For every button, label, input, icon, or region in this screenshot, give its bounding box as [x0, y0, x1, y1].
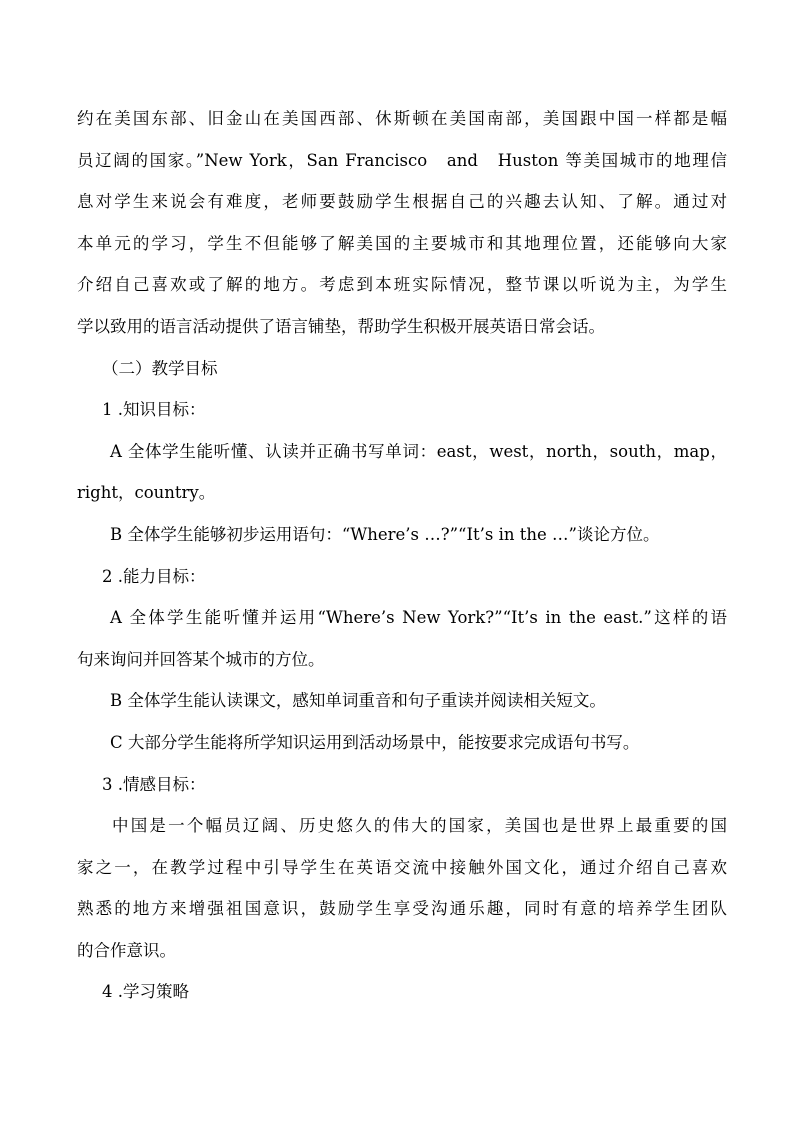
paragraph-line: 员辽阔的国家。”New York，San Francisco and Huston 等美国城市的地理信	[77, 150, 727, 170]
paragraph-line: 熟悉的地方来增强祖国意识，鼓励学生享受沟通乐趣，同时有意的培养学生团队	[77, 899, 727, 919]
paragraph-line: 中国是一个幅员辽阔、历史悠久的伟大的国家，美国也是世界上最重要的国	[112, 816, 727, 836]
ability-goal-item-a-continued: 句来询问并回答某个城市的方位。	[77, 649, 325, 669]
ability-goal-item-a: A 全体学生能听懂并运用“Where’s New York?”“It’s in the east.”这样的语	[110, 608, 727, 628]
paragraph-line: 的合作意识。	[77, 940, 176, 960]
paragraph-line: 息对学生来说会有难度，老师要鼓励学生根据自己的兴趣去认知、了解。通过对	[77, 192, 727, 212]
paragraph-line: 约在美国东部、旧金山在美国西部、休斯顿在美国南部，美国跟中国一样都是幅	[77, 109, 727, 128]
ability-goal-item-b: B 全体学生能认读课文，感知单词重音和句子重读并阅读相关短文。	[110, 691, 606, 711]
knowledge-goal-heading: 1 .知识目标：	[102, 400, 206, 420]
paragraph-emotion-goal	[77, 805, 727, 971]
paragraph-city-geography	[77, 98, 727, 348]
paragraph-line: 介绍自己喜欢或了解的地方。考虑到本班实际情况，整节课以听说为主，为学生	[77, 275, 727, 295]
paragraph-line: 学以致用的语言活动提供了语言铺垫，帮助学生积极开展英语日常会话。	[77, 316, 605, 336]
emotion-goal-heading: 3 .情感目标：	[102, 774, 206, 794]
knowledge-goal-item-a: A 全体学生能听懂、认读并正确书写单词：east，west，north，south，map，	[110, 441, 727, 461]
ability-goal-heading: 2 .能力目标：	[102, 566, 206, 586]
knowledge-goal-item-b: B 全体学生能够初步运用语句：“Where’s …?”“It’s in the …”谈论方位。	[110, 524, 660, 544]
knowledge-goal-item-a-continued: right，country。	[77, 483, 216, 503]
document-body	[77, 98, 727, 1013]
ability-goal-item-c: C 大部分学生能将所学知识运用到活动场景中，能按要求完成语句书写。	[110, 732, 640, 752]
paragraph-line: 家之一，在教学过程中引导学生在英语交流中接触外国文化，通过介绍自己喜欢	[77, 857, 727, 877]
section-heading-teaching-goals: （二）教学目标	[102, 358, 218, 378]
paragraph-line: 本单元的学习，学生不但能够了解美国的主要城市和其地理位置，还能够向大家	[77, 233, 727, 253]
learning-strategy-heading: 4 .学习策略	[102, 982, 189, 1002]
